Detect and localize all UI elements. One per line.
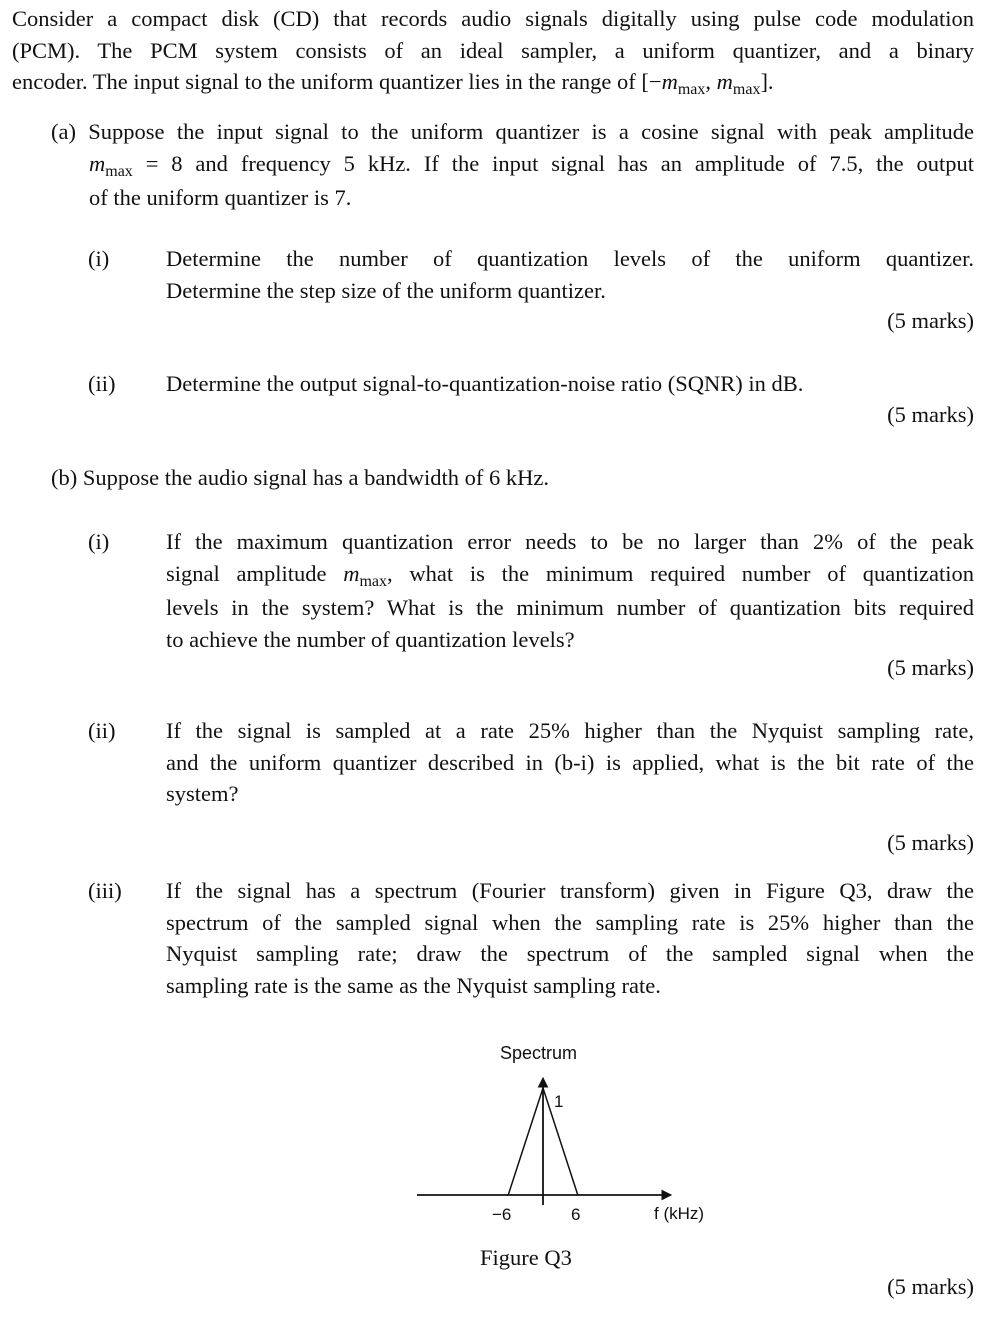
part-a-i-marks: (5 marks) (887, 308, 974, 333)
part-b-ii-text: If the signal is sampled at a rate 25% higher than the Nyquist sampling rate, and the uniform quantizer described in (b-i) is applied, what is the bit rate of the system? (166, 718, 974, 806)
part-b-i-text: If the maximum quantization error needs to be no larger than 2% of the peak signal amplitude $m_{max}$, what is the minimum required number of quantization levels in the system? What is the minimum number of quantization bits required to achieve the number of quantization levels? (166, 529, 974, 652)
part-b-i-label: (i) (88, 529, 110, 554)
tick-label-pos: 6 (571, 1205, 581, 1224)
part-b-statement (51, 462, 974, 494)
intro-line-1: Consider a compact disk (CD) that records audio signals digitally using pulse code modulation (12, 6, 974, 31)
part-a-ii-marks: (5 marks) (887, 402, 974, 427)
part-a-line-3: of the uniform quantizer is 7. (89, 185, 352, 210)
part-a-ii-label: (ii) (88, 371, 116, 396)
part-b-i-marks: (5 marks) (887, 655, 974, 680)
part-b-iii-marks: (5 marks) (887, 1274, 974, 1299)
part-b-iii-text: If the signal has a spectrum (Fourier transform) given in Figure Q3, draw the spectrum of the sampled signal when the sampling rate is 25% higher than the Nyquist sampling rate; draw the spectrum of the sampled signal when the sampling rate is the same as the Nyquist sampling rate. (166, 878, 974, 998)
part-a-i-text: Determine the number of quantization levels of the uniform quantizer. Determine the step size of the uniform quantizer. (166, 246, 974, 303)
figure-title: Spectrum (500, 1043, 578, 1063)
figure-caption: Figure Q3 (480, 1245, 572, 1270)
figure-q3 (400, 1035, 720, 1285)
part-a-line-1: (a) Suppose the input signal to the uniform quantizer is a cosine signal with peak amplitude (51, 119, 974, 144)
part-a-i-label: (i) (88, 246, 110, 271)
part-b-ii-label: (ii) (88, 718, 116, 743)
tick-label-neg: −6 (492, 1205, 512, 1224)
part-b-line-1: (b) Suppose the audio signal has a bandwidth of 6 kHz. (51, 465, 550, 490)
spectrum-plot (400, 1065, 720, 1265)
intro-line-3: encoder. The input signal to the uniform quantizer lies in the range of [$-m_{max}$, $m_{max}$]. (12, 69, 774, 98)
part-a-statement (51, 116, 974, 214)
intro-line-2: (PCM). The PCM system consists of an ideal sampler, a uniform quantizer, and a binary (12, 37, 974, 63)
peak-label: 1 (554, 1092, 564, 1111)
part-b-iii-label: (iii) (88, 878, 122, 903)
part-b-ii-marks: (5 marks) (887, 830, 974, 855)
part-a-ii-text: Determine the output signal-to-quantization-noise ratio (SQNR) in dB. (166, 371, 804, 396)
intro-paragraph (12, 3, 974, 101)
x-axis-label: f (kHz) (654, 1204, 705, 1223)
part-a-line-2: $m_{max} = 8$ and frequency 5 kHz. If the input signal has an amplitude of 7.5, the output (89, 150, 974, 180)
